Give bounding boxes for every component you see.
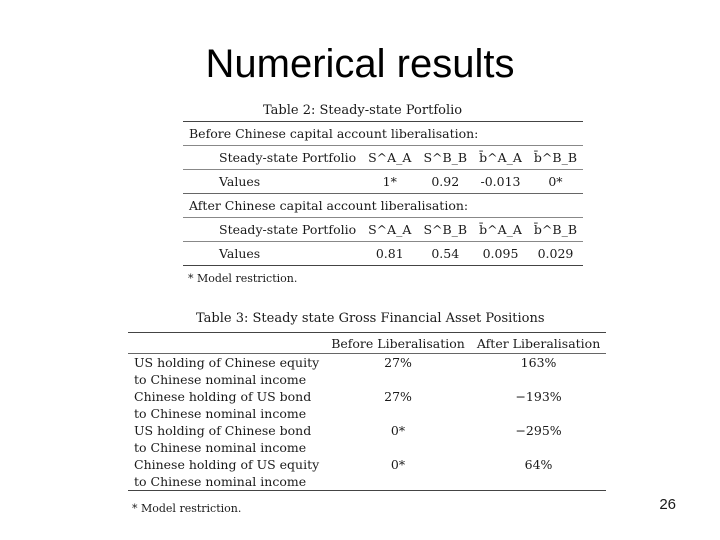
- row-label: US holding of Chinese equity: [134, 355, 320, 370]
- value-cell: 0.92: [417, 170, 473, 194]
- row-label-portfolio: Steady-state Portfolio: [183, 146, 362, 170]
- value-cell: 0.81: [362, 242, 417, 266]
- col-header: b̄^A_A: [473, 218, 528, 242]
- value-cell: 0.029: [528, 242, 583, 266]
- before-value: 0*: [390, 457, 406, 472]
- col-header-after: After Liberalisation: [471, 333, 606, 354]
- before-value: 0*: [390, 423, 406, 438]
- row-label: Chinese holding of US equity: [134, 457, 320, 472]
- value-cell: 0.54: [417, 242, 473, 266]
- table2-footnote: * Model restriction.: [188, 272, 298, 285]
- steady-state-portfolio-table: [183, 121, 583, 266]
- after-heading: After Chinese capital account liberalisation:: [183, 194, 583, 218]
- before-value: 27%: [384, 389, 412, 404]
- table2-caption: Table 2: Steady-state Portfolio: [263, 103, 463, 118]
- gross-positions-table: [128, 332, 606, 491]
- table3-footnote: * Model restriction.: [132, 502, 242, 515]
- slide-title: Numerical results: [205, 42, 515, 86]
- col-header: S^A_A: [362, 146, 417, 170]
- value-cell: 1*: [362, 170, 417, 194]
- row-label-values: Values: [183, 242, 362, 266]
- row-label: Chinese holding of US bond: [134, 389, 312, 404]
- col-header: b̄^B_B: [528, 146, 583, 170]
- row-label-values: Values: [183, 170, 362, 194]
- after-value: −295%: [515, 423, 562, 438]
- col-header-before: Before Liberalisation: [325, 333, 471, 354]
- col-header: b̄^B_B: [528, 218, 583, 242]
- col-header: S^B_B: [417, 218, 473, 242]
- page-number: 26: [659, 496, 676, 513]
- before-value: 27%: [384, 355, 412, 370]
- row-label-cont: to Chinese nominal income: [134, 440, 307, 455]
- value-cell: 0.095: [473, 242, 528, 266]
- row-label-portfolio: Steady-state Portfolio: [183, 218, 362, 242]
- value-cell: 0*: [528, 170, 583, 194]
- table3-caption: Table 3: Steady state Gross Financial Asset Positions: [196, 311, 545, 326]
- col-header: S^A_A: [362, 218, 417, 242]
- after-value: 64%: [524, 457, 553, 472]
- value-cell: -0.013: [473, 170, 528, 194]
- col-header: b̄^A_A: [473, 146, 528, 170]
- col-header: S^B_B: [417, 146, 473, 170]
- after-value: 163%: [520, 355, 557, 370]
- after-value: −193%: [515, 389, 562, 404]
- row-label-cont: to Chinese nominal income: [134, 406, 307, 421]
- row-label: US holding of Chinese bond: [134, 423, 312, 438]
- before-heading: Before Chinese capital account liberalisation:: [189, 126, 479, 141]
- row-label-cont: to Chinese nominal income: [134, 474, 307, 489]
- row-label-cont: to Chinese nominal income: [134, 372, 307, 387]
